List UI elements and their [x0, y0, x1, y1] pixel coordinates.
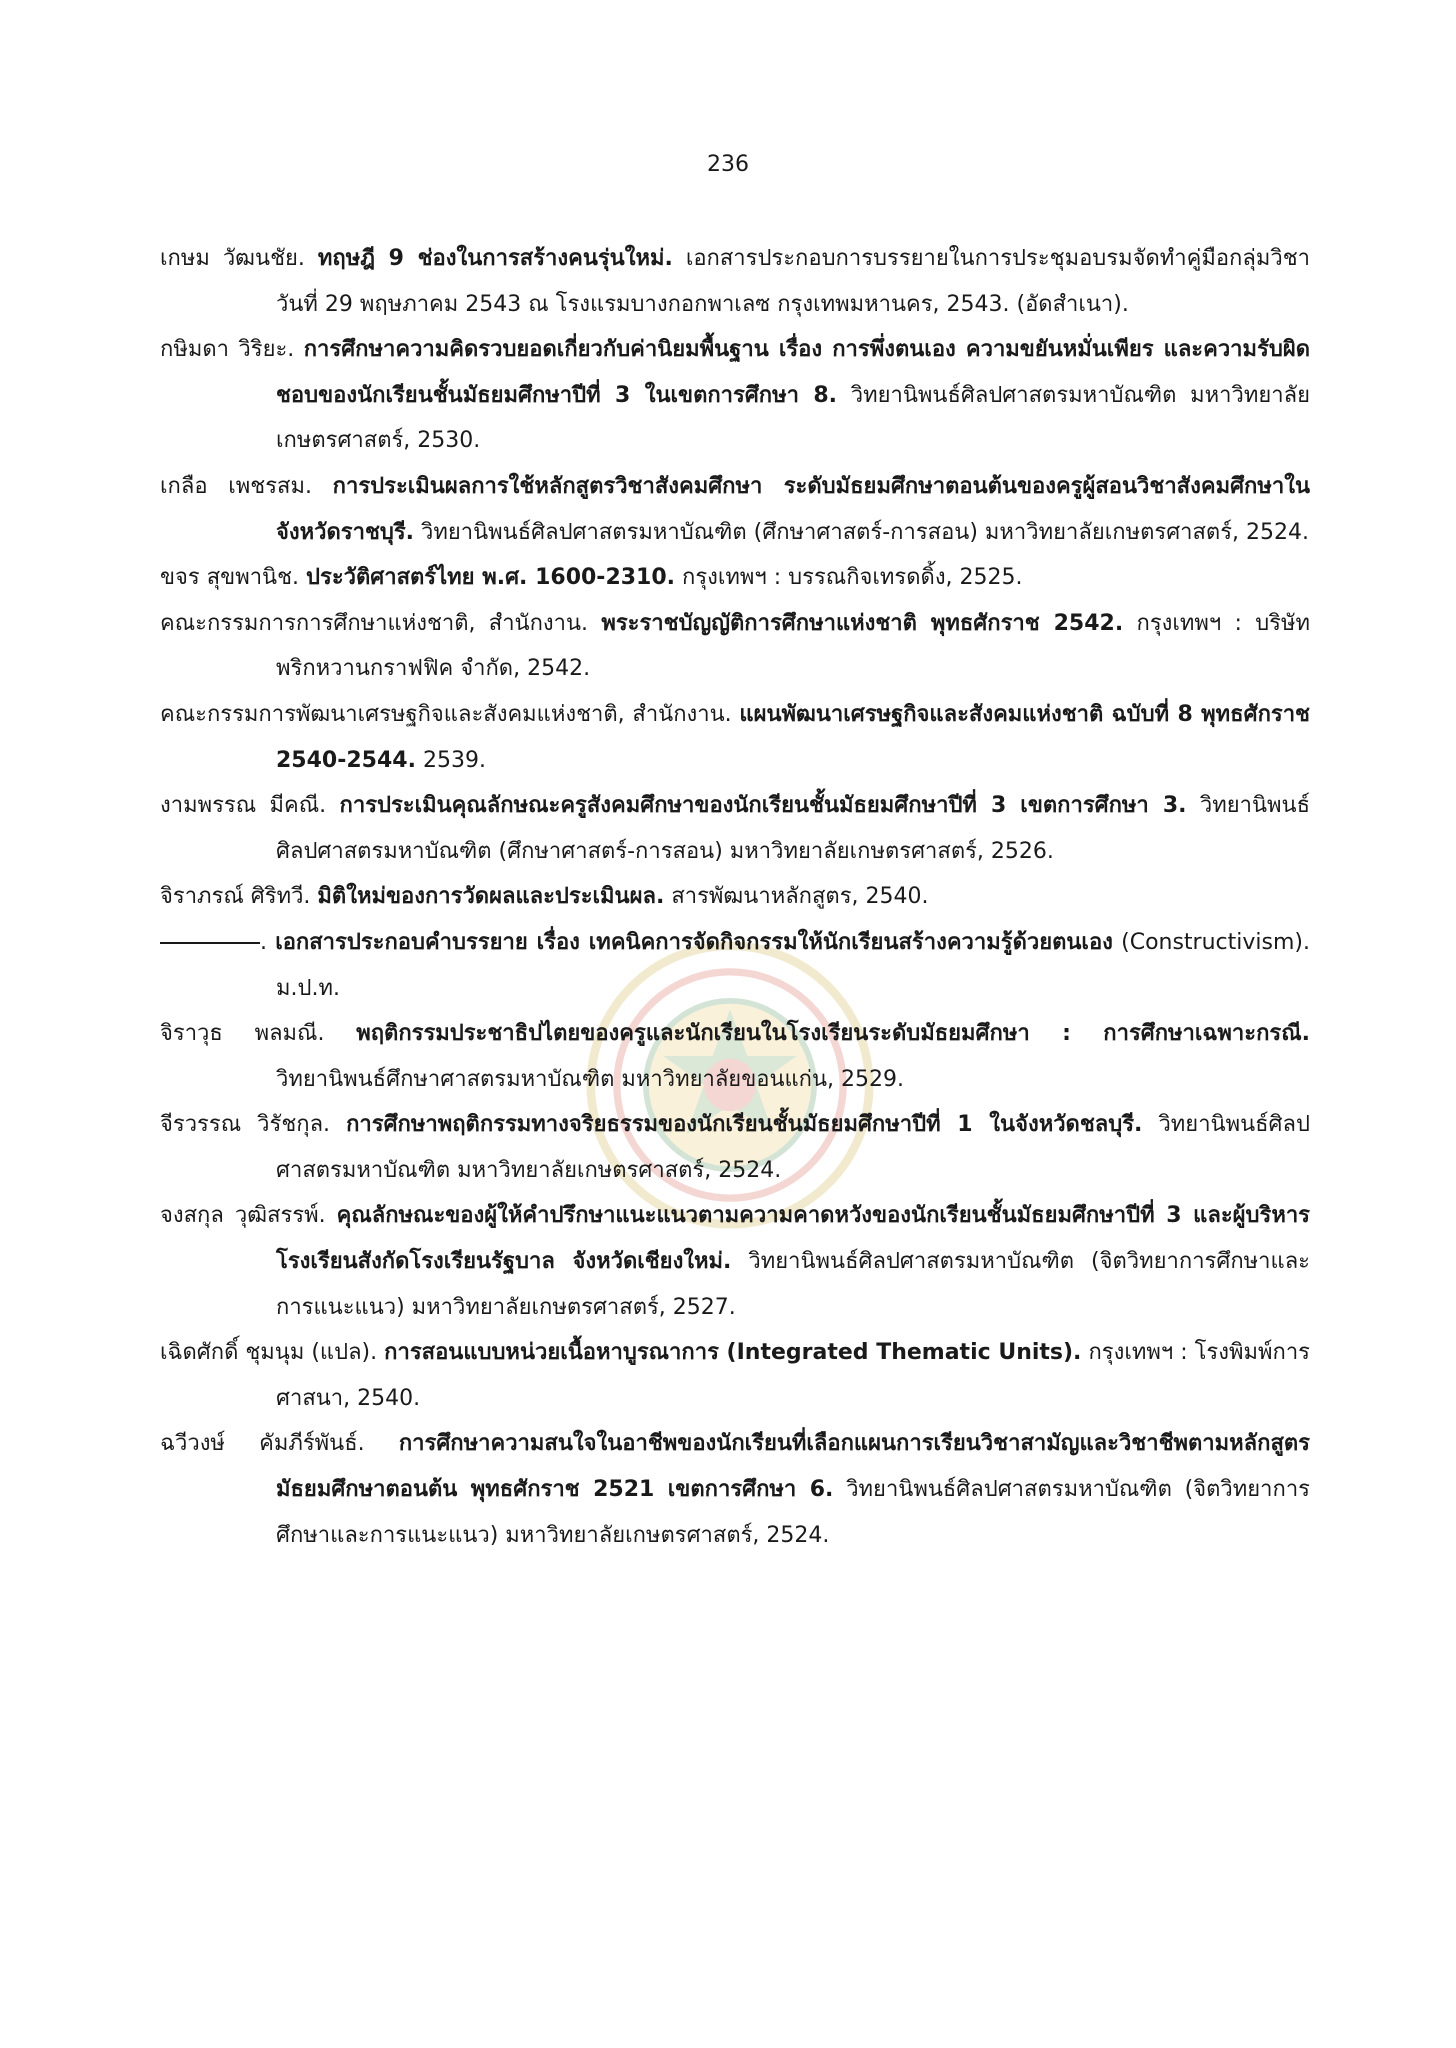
reference-details: วิทยานิพนธ์ศิลปศาสตรมหาบัณฑิต มหาวิทยาลัยเกษตรศาสตร์, 2530. — [276, 382, 1310, 454]
reference-author: จงสกุล วุฒิสรรพ์. — [160, 1203, 326, 1229]
reference-list — [160, 236, 1310, 1558]
reference-title: พระราชบัญญัติการศึกษาแห่งชาติ พุทธศักราช 2542. — [601, 610, 1124, 636]
reference-title: การศึกษาพฤติกรรมทางจริยธรรมของนักเรียนชั้นมัธยมศึกษาปีที่ 1 ในจังหวัดชลบุรี. — [346, 1112, 1143, 1138]
reference-entry — [160, 236, 1310, 327]
reference-title: การศึกษาความสนใจในอาชีพของนักเรียนที่เลือกแผนการเรียนวิชาสามัญและวิชาชีพตามหลักสูตรมัธยมศึกษาตอนต้น พุทธศักราช 2521 เขตการศึกษา 6. — [276, 1431, 1310, 1503]
reference-author: งามพรรณ มีคณี. — [160, 793, 327, 819]
reference-details: กรุงเทพฯ : บริษัท พริกหวานกราฟฟิค จำกัด, 2542. — [276, 610, 1310, 682]
reference-author: จิราวุธ พลมณี. — [160, 1021, 325, 1047]
reference-entry — [160, 464, 1310, 555]
reference-author: เฉิดศักดิ์ ชุมนุม (แปล). — [160, 1340, 378, 1366]
reference-author: จีรวรรณ วิรัชกุล. — [160, 1112, 331, 1138]
reference-details: (Constructivism). ม.ป.ท. — [276, 929, 1310, 1001]
reference-title: ประวัติศาสตร์ไทย พ.ศ. 1600-2310. — [306, 565, 676, 591]
reference-title: การประเมินผลการใช้หลักสูตรวิชาสังคมศึกษา ระดับมัธยมศึกษาตอนต้นของครูผู้สอนวิชาสังคมศึกษาในจังหวัดราชบุรี. — [276, 473, 1310, 545]
reference-entry — [160, 327, 1310, 464]
reference-title: คุณลักษณะของผู้ให้คำปรึกษาแนะแนวตามความคาดหวังของนักเรียนชั้นมัธยมศึกษาปีที่ 3 และผู้บริหารโรงเรียนสังกัดโรงเรียนรัฐบาล จังหวัดเชียงใหม่. — [276, 1203, 1310, 1275]
reference-author: เกษม วัฒนชัย. — [160, 246, 305, 271]
reference-details: วิทยานิพนธ์ศิลปศาสตรมหาบัณฑิต (ศึกษาศาสตร์-การสอน) มหาวิทยาลัยเกษตรศาสตร์, 2524. — [421, 519, 1310, 545]
page-number: 236 — [707, 152, 749, 177]
reference-entry — [160, 555, 1310, 601]
reference-entry — [160, 692, 1310, 783]
reference-author: จิราภรณ์ ศิริทวี. — [160, 884, 311, 910]
reference-details: วิทยานิพนธ์ศึกษาศาสตรมหาบัณฑิต มหาวิทยาลัยขอนแก่น, 2529. — [276, 1066, 904, 1092]
reference-entry: . เอกสารประกอบคำบรรยาย เรื่อง เทคนิคการจัดกิจกรรมให้นักเรียนสร้างความรู้ด้วยตนเอง (Constructivism). ม.ป.ท. — [160, 920, 1310, 1011]
reference-title: แผนพัฒนาเศรษฐกิจและสังคมแห่งชาติ ฉบับที่ 8 พุทธศักราช 2540-2544. — [276, 701, 1310, 773]
reference-title: เอกสารประกอบคำบรรยาย เรื่อง เทคนิคการจัดกิจกรรมให้นักเรียนสร้างความรู้ด้วยตนเอง — [275, 929, 1113, 955]
reference-entry — [160, 1102, 1310, 1193]
reference-details: วิทยานิพนธ์ศิลปศาสตรมหาบัณฑิต (จิตวิทยาการศึกษาและการแนะแนว) มหาวิทยาลัยเกษตรศาสตร์, 2524. — [276, 1477, 1311, 1548]
reference-entry — [160, 1011, 1310, 1102]
reference-details: สารพัฒนาหลักสูตร, 2540. — [671, 884, 929, 910]
repeated-author-line — [160, 941, 260, 944]
reference-details: วิทยานิพนธ์ศิลปศาสตรมหาบัณฑิต มหาวิทยาลัยเกษตรศาสตร์, 2524. — [276, 1112, 1310, 1183]
reference-entry — [160, 601, 1310, 692]
reference-title: ทฤษฎี 9 ช่องในการสร้างคนรุ่นใหม่. — [317, 246, 673, 271]
reference-author: ฉวีวงษ์ คัมภีร์พันธ์. — [160, 1431, 365, 1457]
reference-details: วิทยานิพนธ์ศิลปศาสตรมหาบัณฑิต (ศึกษาศาสตร์-การสอน) มหาวิทยาลัยเกษตรศาสตร์, 2526. — [276, 793, 1310, 864]
reference-author: ขจร สุขพานิช. — [160, 565, 300, 591]
reference-author: กษิมดา วิริยะ. — [160, 337, 295, 363]
reference-details: กรุงเทพฯ : บรรณกิจเทรดดิ้ง, 2525. — [682, 565, 1023, 591]
reference-title: พฤติกรรมประชาธิปไตยของครูและนักเรียนในโรงเรียนระดับมัธยมศึกษา : การศึกษาเฉพาะกรณี. — [356, 1021, 1310, 1047]
reference-details: เอกสารประกอบการบรรยายในการประชุมอบรมจัดทำคู่มือกลุ่มวิชา วันที่ 29 พฤษภาคม 2543 ณ โรงแรมบางกอกพาเลซ กรุงเทพมหานคร, 2543. (อัดสำเนา). — [276, 246, 1310, 317]
reference-details: วิทยานิพนธ์ศิลปศาสตรมหาบัณฑิต (จิตวิทยาการศึกษาและการแนะแนว) มหาวิทยาลัยเกษตรศาสตร์, 2527. — [276, 1249, 1310, 1320]
reference-details: 2539. — [422, 747, 486, 773]
reference-entry — [160, 1193, 1310, 1330]
reference-author: คณะกรรมการพัฒนาเศรษฐกิจและสังคมแห่งชาติ, สำนักงาน. — [160, 701, 732, 727]
reference-author: คณะกรรมการการศึกษาแห่งชาติ, สำนักงาน. — [160, 610, 589, 636]
reference-entry — [160, 1421, 1310, 1558]
reference-entry — [160, 783, 1310, 874]
reference-title: การศึกษาความคิดรวบยอดเกี่ยวกับค่านิยมพื้นฐาน เรื่อง การพึ่งตนเอง ความขยันหมั่นเพียร และความรับผิดชอบของนักเรียนชั้นมัธยมศึกษาปีที่ 3 ในเขตการศึกษา 8. — [276, 337, 1310, 408]
reference-title: การสอนแบบหน่วยเนื้อหาบูรณาการ (Integrated Thematic Units). — [384, 1340, 1082, 1366]
reference-title: มิติใหม่ของการวัดผลและประเมินผล. — [317, 884, 665, 910]
reference-details: กรุงเทพฯ : โรงพิมพ์การศาสนา, 2540. — [276, 1340, 1310, 1411]
reference-title: การประเมินคุณลักษณะครูสังคมศึกษาของนักเรียนชั้นมัธยมศึกษาปีที่ 3 เขตการศึกษา 3. — [339, 793, 1187, 819]
reference-entry — [160, 874, 1310, 920]
reference-entry — [160, 1330, 1310, 1421]
reference-author: เกลือ เพชรสม. — [160, 473, 312, 499]
